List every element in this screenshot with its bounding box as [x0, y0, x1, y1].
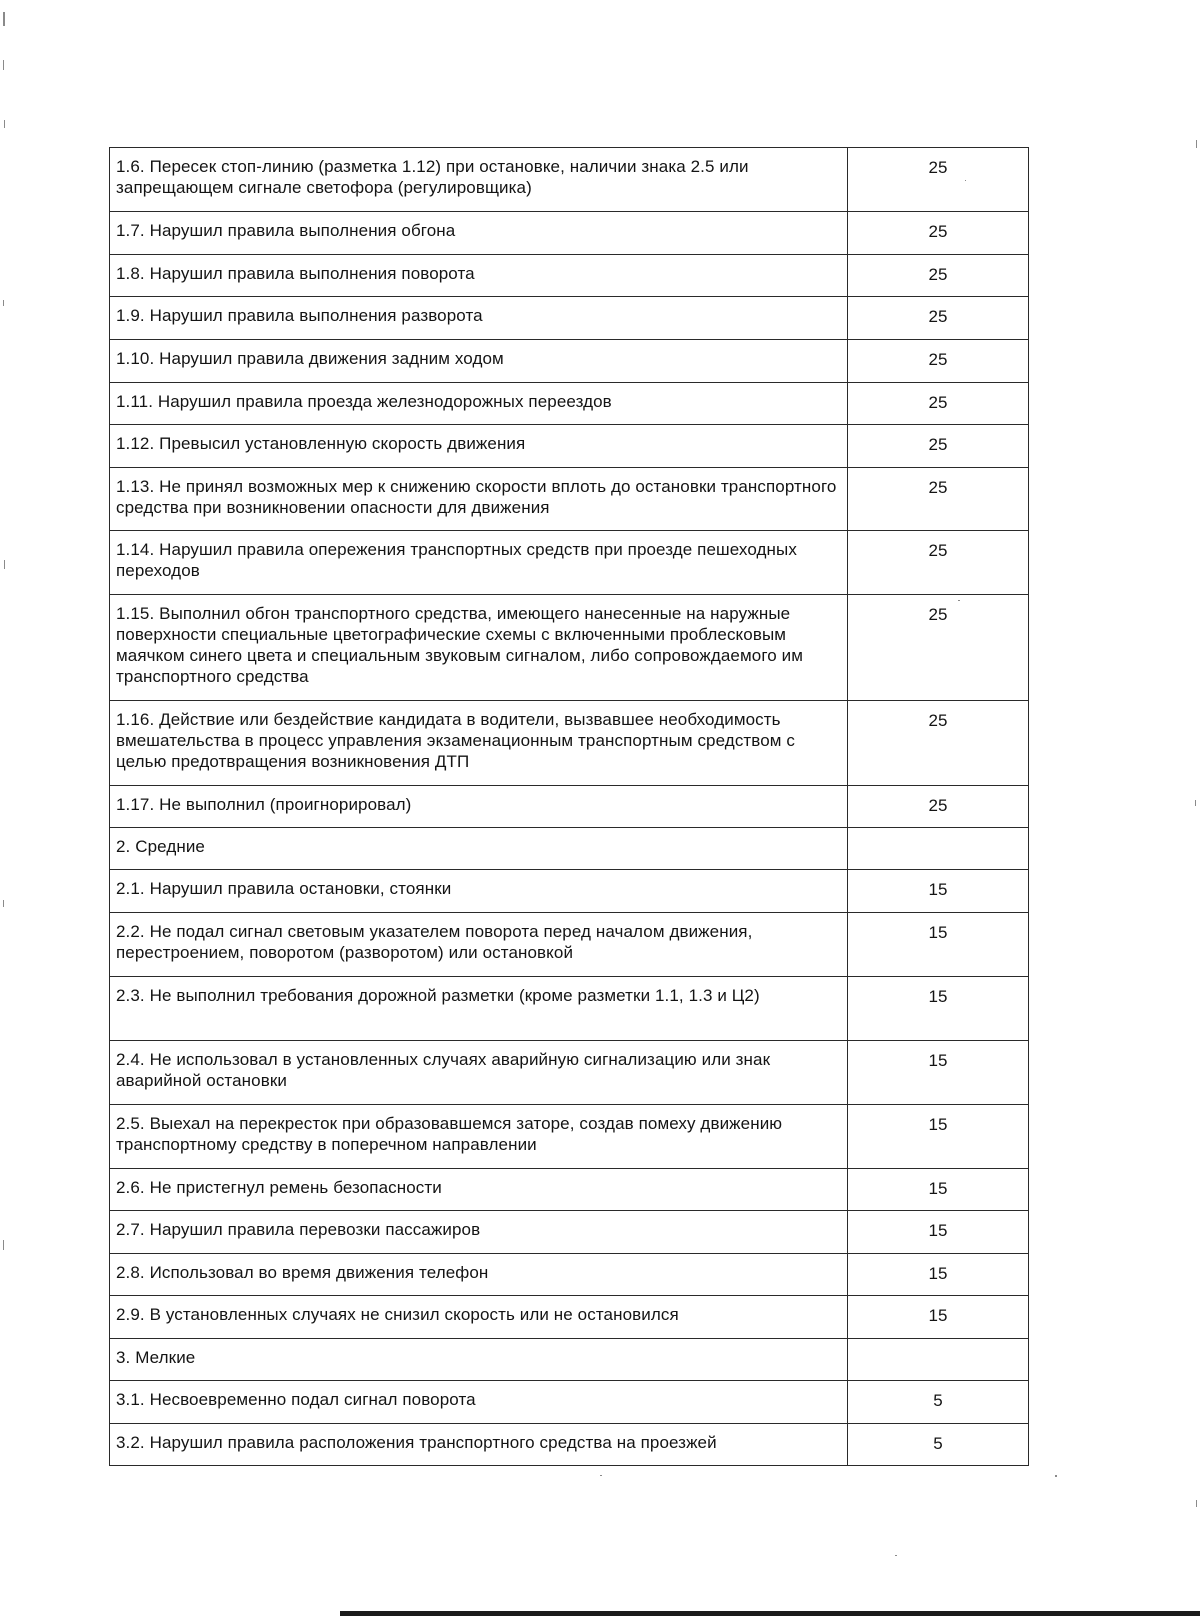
penalty-points: 15: [848, 870, 1029, 913]
table-row: [110, 1424, 1029, 1466]
penalty-points: 25: [848, 425, 1029, 468]
penalty-points: 15: [848, 1041, 1029, 1105]
table-row: [110, 1041, 1029, 1105]
violation-description: 2.9. В установленных случаях не снизил скорость или не остановился: [110, 1296, 848, 1339]
scan-edge-line: [340, 1611, 1200, 1616]
section-row: [110, 828, 1029, 870]
table-row: [110, 1105, 1029, 1169]
table-row: [110, 383, 1029, 425]
table-row: [110, 425, 1029, 468]
penalty-points: 25: [848, 340, 1029, 383]
table-row: [110, 1296, 1029, 1339]
penalty-points: 25: [848, 383, 1029, 425]
penalty-points: 15: [848, 913, 1029, 977]
penalty-points: 15: [848, 1169, 1029, 1211]
table-row: [110, 297, 1029, 340]
violation-description: 1.10. Нарушил правила движения задним ходом: [110, 340, 848, 383]
violation-description: 2.5. Выехал на перекресток при образовавшемся заторе, создав помеху движению транспортному средству в поперечном направлении: [110, 1105, 848, 1169]
violation-description: 1.13. Не принял возможных мер к снижению скорости вплоть до остановки транспортного средства при возникновении опасности для движения: [110, 468, 848, 531]
table-row: [110, 148, 1029, 212]
penalty-points: 5: [848, 1424, 1029, 1466]
table-row: [110, 870, 1029, 913]
penalty-points: 15: [848, 977, 1029, 1041]
violation-description: 1.17. Не выполнил (проигнорировал): [110, 786, 848, 828]
penalty-points: 25: [848, 148, 1029, 212]
table-row: [110, 1211, 1029, 1254]
violation-description: 2.8. Использовал во время движения телефон: [110, 1254, 848, 1296]
violation-description: 2.4. Не использовал в установленных случаях аварийную сигнализацию или знак аварийной остановки: [110, 1041, 848, 1105]
penalty-points: 25: [848, 786, 1029, 828]
violation-description: 1.9. Нарушил правила выполнения разворота: [110, 297, 848, 340]
violation-description: 1.11. Нарушил правила проезда железнодорожных переездов: [110, 383, 848, 425]
penalty-points: 15: [848, 1296, 1029, 1339]
penalty-points: 5: [848, 1381, 1029, 1424]
penalty-points: 25: [848, 531, 1029, 595]
penalty-points: [848, 1339, 1029, 1381]
table-row: [110, 1169, 1029, 1211]
violation-description: 2.3. Не выполнил требования дорожной разметки (кроме разметки 1.1, 1.3 и Ц2): [110, 977, 848, 1041]
penalty-points: 25: [848, 297, 1029, 340]
violations-table: [109, 147, 1029, 1466]
table-row: [110, 1254, 1029, 1296]
penalty-points: [848, 828, 1029, 870]
table-row: [110, 531, 1029, 595]
table-row: [110, 913, 1029, 977]
section-heading: 3. Мелкие: [110, 1339, 848, 1381]
violation-description: 1.12. Превысил установленную скорость движения: [110, 425, 848, 468]
violation-description: 2.6. Не пристегнул ремень безопасности: [110, 1169, 848, 1211]
table-row: [110, 340, 1029, 383]
table-row: [110, 468, 1029, 531]
table-row: [110, 595, 1029, 701]
penalty-points: 15: [848, 1105, 1029, 1169]
penalty-points: 15: [848, 1211, 1029, 1254]
penalty-points: 25: [848, 701, 1029, 786]
penalty-points: 25: [848, 595, 1029, 701]
violation-description: 2.1. Нарушил правила остановки, стоянки: [110, 870, 848, 913]
violation-description: 1.8. Нарушил правила выполнения поворота: [110, 255, 848, 297]
table-row: [110, 255, 1029, 297]
section-row: [110, 1339, 1029, 1381]
table-row: [110, 701, 1029, 786]
table-row: [110, 786, 1029, 828]
violation-description: 2.2. Не подал сигнал световым указателем поворота перед началом движения, перестроением, поворотом (разворотом) или остановкой: [110, 913, 848, 977]
penalty-points: 25: [848, 468, 1029, 531]
violation-description: 1.7. Нарушил правила выполнения обгона: [110, 212, 848, 255]
violation-description: 1.14. Нарушил правила опережения транспортных средств при проезде пешеходных переходов: [110, 531, 848, 595]
violation-description: 3.1. Несвоевременно подал сигнал поворота: [110, 1381, 848, 1424]
section-heading: 2. Средние: [110, 828, 848, 870]
penalty-points: 15: [848, 1254, 1029, 1296]
violation-description: 1.16. Действие или бездействие кандидата в водители, вызвавшее необходимость вмешательства в процесс управления экзаменационным транспортным средством с целью предотвращения возникновения ДТП: [110, 701, 848, 786]
penalty-points: 25: [848, 212, 1029, 255]
penalty-points: 25: [848, 255, 1029, 297]
violation-description: 1.15. Выполнил обгон транспортного средства, имеющего нанесенные на наружные поверхности специальные цветографические схемы с включенными проблесковым маячком синего цвета и специальным звуковым сигналом, либо сопровождаемого им транспортного средства: [110, 595, 848, 701]
table-row: [110, 212, 1029, 255]
violation-description: 3.2. Нарушил правила расположения транспортного средства на проезжей: [110, 1424, 848, 1466]
table-row: [110, 977, 1029, 1041]
violation-description: 2.7. Нарушил правила перевозки пассажиров: [110, 1211, 848, 1254]
table-row: [110, 1381, 1029, 1424]
violation-description: 1.6. Пересек стоп-линию (разметка 1.12) при остановке, наличии знака 2.5 или запрещающем сигнале светофора (регулировщика): [110, 148, 848, 212]
